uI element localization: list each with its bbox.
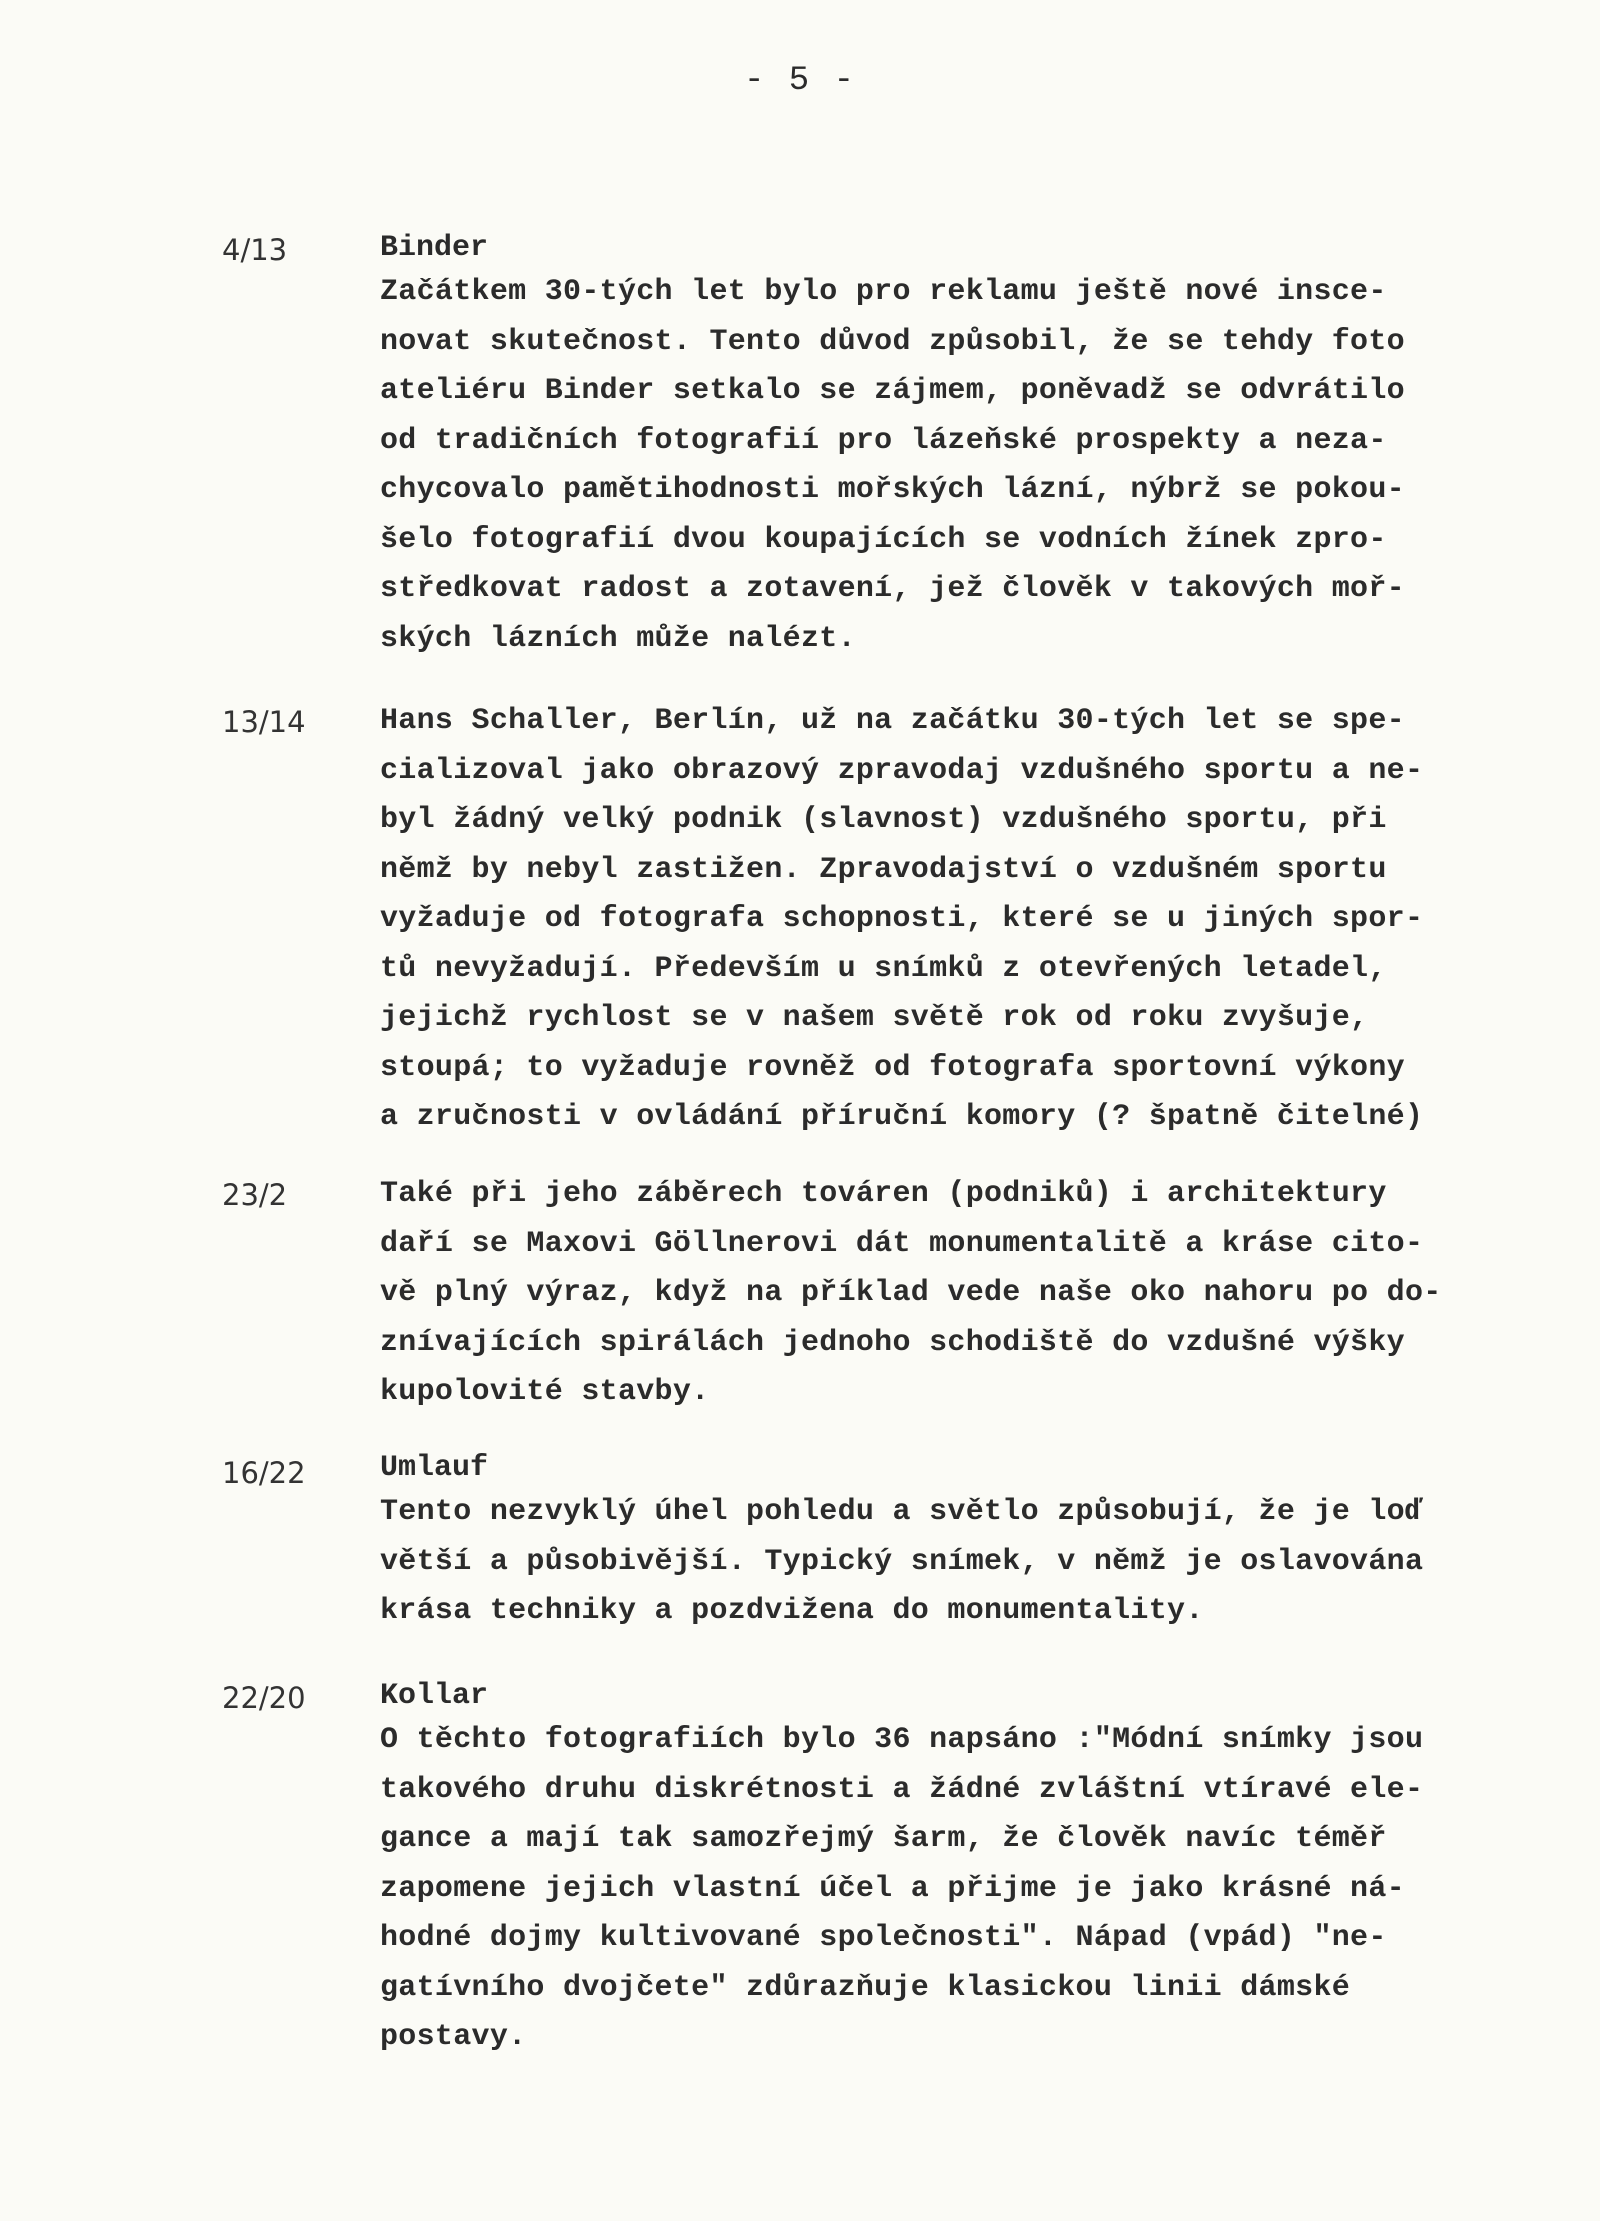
text-line: jejichž rychlost se v našem světě rok od roku zvyšuje, xyxy=(380,1001,1369,1035)
text-line: od tradičních fotografií pro lázeňské prospekty a neza- xyxy=(380,423,1387,458)
text-line: větší a působivější. Typický snímek, v němž je oslavována xyxy=(380,1544,1424,1579)
text-line: ských lázních může nalézt. xyxy=(380,621,856,656)
text-line: byl žádný velký podnik (slavnost) vzdušného sportu, při xyxy=(380,803,1387,837)
text-line: a zručnosti v ovládání příruční komory (? špatně čitelné) xyxy=(380,1100,1424,1134)
entry-body xyxy=(380,228,1530,664)
text-line: kupolovité stavby. xyxy=(380,1375,710,1409)
entry-reference: 16/22 xyxy=(222,1456,306,1490)
text-line: Hans Schaller, Berlín, už na začátku 30-tých let se spe- xyxy=(380,704,1405,738)
text-line: šelo fotografií dvou koupajících se vodních žínek zpro- xyxy=(380,522,1387,557)
text-line: stoupá; to vyžaduje rovněž od fotografa sportovní výkony xyxy=(380,1050,1405,1085)
entry-title: Umlauf xyxy=(380,1451,489,1485)
entry-body xyxy=(380,1448,1530,1637)
entry-body xyxy=(380,1676,1530,2063)
text-line: znívajících spirálách jednoho schodiště do vzdušné výšky xyxy=(380,1325,1405,1360)
entry-body xyxy=(380,1170,1530,1418)
page-number: - 5 - xyxy=(743,62,857,100)
entry-reference: 22/20 xyxy=(222,1681,306,1715)
text-line: gance a mají tak samozřejmý šarm, že člověk navíc téměř xyxy=(380,1822,1387,1856)
entry-reference: 13/14 xyxy=(222,705,306,739)
text-line: zapomene jejich vlastní účel a přijme je jako krásné ná- xyxy=(380,1871,1405,1906)
text-line: středkovat radost a zotavení, jež člověk v takových moř- xyxy=(380,572,1405,606)
text-line: postavy. xyxy=(380,2020,527,2054)
text-line: Také při jeho záběrech továren (podniků) i architektury xyxy=(380,1177,1387,1211)
entry-reference: 4/13 xyxy=(222,233,288,267)
entry-title: Binder xyxy=(380,231,489,265)
text-line: Začátkem 30-tých let bylo pro reklamu ještě nové insce- xyxy=(380,275,1387,309)
entry-body xyxy=(380,697,1530,1143)
text-line: hodné dojmy kultivované společnosti". Nápad (vpád) "ne- xyxy=(380,1921,1387,1955)
text-line: cializoval jako obrazový zpravodaj vzdušného sportu a ne- xyxy=(380,753,1424,788)
text-line: němž by nebyl zastižen. Zpravodajství o vzdušném sportu xyxy=(380,852,1387,887)
text-line: ateliéru Binder setkalo se zájmem, poněvadž se odvrátilo xyxy=(380,374,1405,408)
text-line: vyžaduje od fotografa schopnosti, které se u jiných spor- xyxy=(380,902,1424,936)
text-line: O těchto fotografiích bylo 36 napsáno :"Módní snímky jsou xyxy=(380,1723,1424,1757)
text-line: krása techniky a pozdvižena do monumentality. xyxy=(380,1594,1204,1628)
text-line: vě plný výraz, když na příklad vede naše oko nahoru po do- xyxy=(380,1276,1442,1310)
text-line: Tento nezvyklý úhel pohledu a světlo způsobují, že je loď xyxy=(380,1495,1424,1529)
text-line: daří se Maxovi Göllnerovi dát monumentalitě a kráse cito- xyxy=(380,1226,1424,1261)
entry-reference: 23/2 xyxy=(222,1178,288,1212)
text-line: takového druhu diskrétnosti a žádné zvláštní vtíravé ele- xyxy=(380,1772,1424,1807)
text-line: gatívního dvojčete" zdůrazňuje klasickou linii dámské xyxy=(380,1970,1351,2005)
entry-title: Kollar xyxy=(380,1679,489,1713)
text-line: chycovalo pamětihodnosti mořských lázní, nýbrž se pokou- xyxy=(380,473,1405,507)
text-line: tů nevyžadují. Především u snímků z otevřených letadel, xyxy=(380,951,1387,986)
text-line: novat skutečnost. Tento důvod způsobil, že se tehdy foto xyxy=(380,324,1405,359)
